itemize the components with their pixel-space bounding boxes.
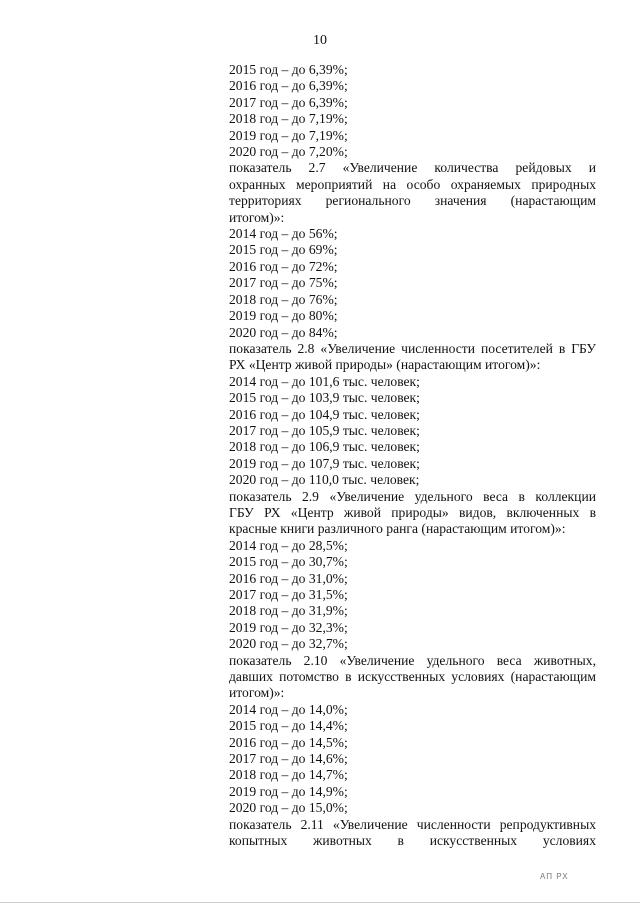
value-line: 2017 год – до 75%; bbox=[229, 275, 338, 291]
indicator-paragraph-line bbox=[229, 489, 596, 505]
value-line: 2020 год – до 32,7%; bbox=[229, 636, 348, 652]
indicator-text-line: показатель 2.10 «Увеличение удельного веса животных, bbox=[229, 652, 596, 668]
indicator-paragraph-line bbox=[229, 669, 596, 685]
indicator-paragraph-line bbox=[229, 210, 596, 226]
value-line: 2020 год – до 84%; bbox=[229, 324, 338, 340]
indicator-text-line: РХ «Центр живой природы» (нарастающим итогом)»: bbox=[229, 357, 541, 373]
indicator-paragraph-line bbox=[229, 521, 596, 537]
page-number: 10 bbox=[313, 33, 327, 48]
value-line: 2018 год – до 31,9%; bbox=[229, 603, 348, 619]
value-line: 2017 год – до 14,6%; bbox=[229, 751, 348, 767]
value-line: 2017 год – до 31,5%; bbox=[229, 587, 348, 602]
value-line: 2018 год – до 106,9 тыс. человек; bbox=[229, 439, 420, 455]
value-line: 2020 год – до 7,20%; bbox=[229, 144, 348, 160]
indicator-text-line: красные книги различного ранга (нарастающим итогом)»: bbox=[229, 521, 566, 537]
value-line: 2016 год – до 72%; bbox=[229, 258, 338, 274]
indicator-paragraph-line bbox=[229, 685, 596, 701]
value-line: 2015 год – до 103,9 тыс. человек; bbox=[229, 390, 420, 406]
indicator-text-line: итогом)»: bbox=[229, 209, 285, 225]
indicator-text-line: показатель 2.7 «Увеличение количества рейдовых и bbox=[229, 160, 596, 176]
value-line: 2019 год – до 7,19%; bbox=[229, 127, 348, 143]
indicator-paragraph-line bbox=[229, 177, 596, 193]
indicator-text-line: территориях регионального значения (нарастающим bbox=[229, 193, 596, 209]
value-line: 2016 год – до 6,39%; bbox=[229, 78, 348, 94]
indicator-paragraph-line bbox=[229, 357, 596, 373]
indicator-text-line: ГБУ РХ «Центр живой природы» видов, включенных в bbox=[229, 504, 596, 520]
indicator-paragraph-line bbox=[229, 193, 596, 209]
indicator-paragraph-line bbox=[229, 505, 596, 521]
indicator-text-line: показатель 2.8 «Увеличение численности посетителей в ГБУ bbox=[229, 340, 596, 356]
indicator-paragraph-line bbox=[229, 341, 596, 357]
indicator-text-line: показатель 2.11 «Увеличение численности репродуктивных bbox=[229, 816, 596, 832]
indicator-text-line: охранных мероприятий на особо охраняемых природных bbox=[229, 176, 596, 192]
indicator-text-line: копытных животных в искусственных условиях bbox=[229, 833, 596, 849]
value-line: 2016 год – до 14,5%; bbox=[229, 734, 348, 750]
page-bottom-edge bbox=[0, 902, 640, 903]
value-line: 2018 год – до 76%; bbox=[229, 291, 338, 307]
value-line: 2015 год – до 69%; bbox=[229, 242, 338, 258]
indicator-text-line: показатель 2.9 «Увеличение удельного веса в коллекции bbox=[229, 488, 596, 504]
value-line: 2016 год – до 31,0%; bbox=[229, 570, 348, 586]
value-line: 2015 год – до 6,39%; bbox=[229, 62, 348, 77]
indicator-paragraph-line bbox=[229, 833, 596, 849]
value-line: 2016 год – до 104,9 тыс. человек; bbox=[229, 406, 420, 422]
document-body bbox=[229, 62, 596, 850]
value-line: 2019 год – до 80%; bbox=[229, 308, 338, 324]
value-line: 2017 год – до 6,39%; bbox=[229, 94, 348, 110]
value-line: 2020 год – до 110,0 тыс. человек; bbox=[229, 472, 420, 488]
value-line: 2019 год – до 107,9 тыс. человек; bbox=[229, 455, 420, 471]
indicator-text-line: давших потомство в искусственных условиях (нарастающим bbox=[229, 669, 596, 685]
indicator-paragraph-line bbox=[229, 160, 596, 176]
value-line: 2015 год – до 30,7%; bbox=[229, 554, 348, 570]
value-line: 2019 год – до 32,3%; bbox=[229, 619, 348, 635]
footer-stamp: АП РХ bbox=[540, 872, 569, 881]
value-line: 2018 год – до 14,7%; bbox=[229, 767, 348, 783]
value-line: 2014 год – до 14,0%; bbox=[229, 701, 348, 717]
value-line: 2014 год – до 56%; bbox=[229, 226, 338, 242]
value-line: 2014 год – до 28,5%; bbox=[229, 537, 348, 553]
value-line: 2020 год – до 15,0%; bbox=[229, 800, 348, 816]
indicator-paragraph-line bbox=[229, 817, 596, 833]
indicator-paragraph-line bbox=[229, 653, 596, 669]
indicator-text-line: итогом)»: bbox=[229, 685, 285, 701]
value-line: 2014 год – до 101,6 тыс. человек; bbox=[229, 373, 420, 389]
value-line: 2015 год – до 14,4%; bbox=[229, 718, 348, 734]
value-line: 2019 год – до 14,9%; bbox=[229, 783, 348, 799]
value-line: 2017 год – до 105,9 тыс. человек; bbox=[229, 422, 420, 438]
value-line: 2018 год – до 7,19%; bbox=[229, 111, 348, 127]
